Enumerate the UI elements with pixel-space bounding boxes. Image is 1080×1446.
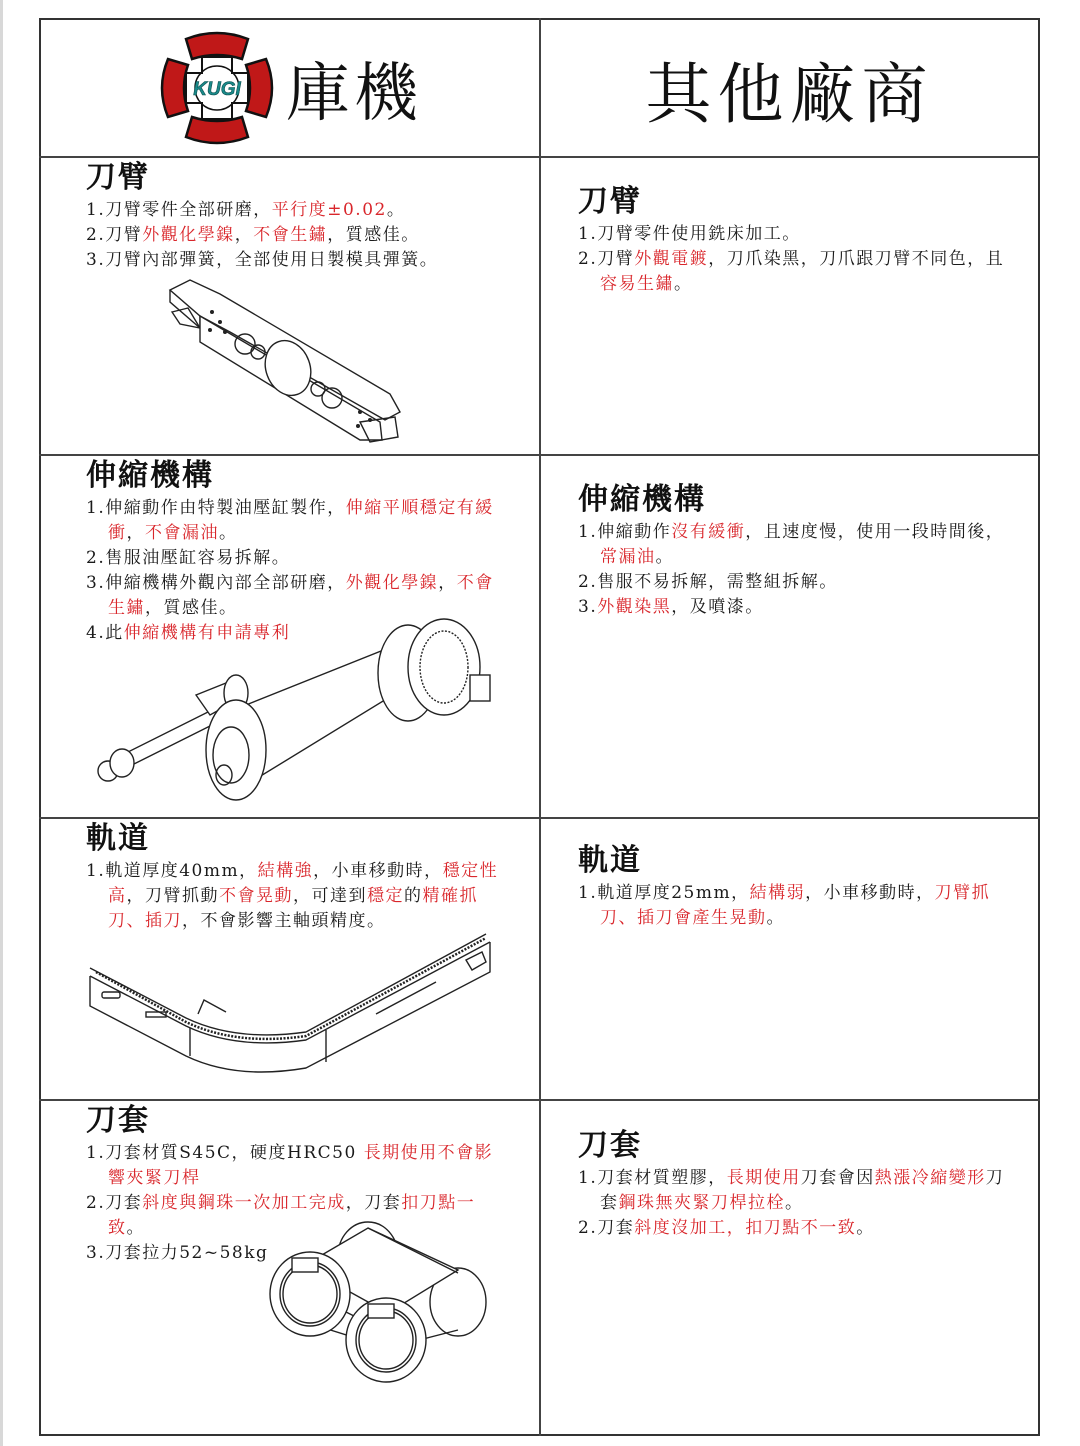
list-item [578,1216,1018,1241]
list-item [86,546,506,571]
header-other-vendors [541,20,1038,156]
item-number: 2. [86,225,106,245]
page-edge [0,0,3,1446]
section-title: 伸縮機構 [578,482,706,517]
section-right-tool-arm [578,184,1018,297]
item-text: 。 [785,1193,804,1213]
highlight-text: 長期使用不會影響夾緊刀桿 [108,1143,494,1188]
list-item [578,595,1018,620]
highlight-text: 扣刀點一致 [108,1193,476,1238]
row-divider [39,817,1040,819]
item-text: ，小車移動時， [805,883,935,903]
section-title: 軌道 [578,843,642,878]
highlight-text: 伸縮機構有申請專利 [123,623,291,643]
tool-pot-drawing [268,1218,488,1383]
row-divider [39,454,1040,456]
item-text: 。 [674,274,693,294]
item-text: ， [126,523,145,543]
highlight-text: 結構弱 [749,883,806,903]
rail-track-drawing [86,930,506,1075]
list-item [578,222,1018,247]
header-kugi [41,20,539,156]
item-number: 1. [86,498,106,518]
item-text: 。 [856,1218,875,1238]
list-item [578,1166,1018,1216]
section-left-rail [86,821,506,934]
item-text: ，及噴漆。 [671,597,764,617]
tool-arm-drawing [160,272,410,447]
item-number: 2. [578,1218,598,1238]
highlight-text: 結構強 [257,861,314,881]
highlight-text: 熱漲冷縮變形 [874,1168,986,1188]
section-title: 刀臂 [86,160,150,195]
item-text: 。 [655,547,674,567]
highlight-text: 不會生鏽 [108,573,494,618]
item-text: ，刀套 [345,1193,402,1213]
item-number: 2. [578,249,598,269]
item-text: 伸縮機構外觀內部全部研磨， [105,573,346,593]
list-item [86,1141,506,1191]
list-item [86,248,526,273]
item-text: 伸縮動作 [597,522,672,542]
item-text: 刀臂零件全部研磨， [105,200,272,220]
item-text: 。 [219,523,238,543]
item-text: 刀套材質塑膠， [597,1168,727,1188]
section-left-tool-arm [86,160,526,273]
item-number: 1. [578,1168,598,1188]
item-text: 刀套 [600,1168,1005,1213]
item-number: 2. [86,1193,106,1213]
item-text: 刀臂零件使用銑床加工。 [597,224,801,244]
feature-list [86,859,506,934]
list-item [86,571,506,621]
feature-list [578,222,1018,297]
item-number: 2. [578,572,598,592]
highlight-text: 外觀化學鎳 [142,225,235,245]
item-text: 軌道厚度40mm， [105,861,258,881]
item-number: 4. [86,623,106,643]
highlight-text: 伸縮平順穩定有緩衝 [108,498,494,543]
list-item [578,881,1018,931]
item-text: ，可達到 [293,886,367,906]
item-text: 刀套 [597,1218,635,1238]
item-text: 刀臂內部彈簧，全部使用日製模具彈簧。 [105,250,439,270]
highlight-text: 長期使用 [726,1168,801,1188]
item-text: 的 [404,886,423,906]
feature-list [86,198,526,273]
section-right-tool-pot [578,1128,1018,1241]
section-title: 刀套 [578,1128,642,1163]
section-right-telescopic [578,482,1018,620]
highlight-text: 外觀化學鎳 [345,573,439,593]
section-title: 伸縮機構 [86,458,214,493]
highlight-text: 穩定 [367,886,404,906]
item-text: 軌道厚度25mm， [597,883,750,903]
item-text: 。 [386,200,406,220]
highlight-text: 斜度與鋼珠一次加工完成 [142,1193,346,1213]
item-text: ，刀臂抓動 [126,886,219,906]
item-text: 此 [105,623,124,643]
feature-list [578,881,1018,931]
item-text: ， [438,573,457,593]
highlight-text: 外觀電鍍 [634,249,709,269]
item-text: 刀套會因 [800,1168,875,1188]
list-item [86,223,526,248]
competitor-title: 其他廠商 [645,55,934,133]
highlight-text: 鋼珠無夾緊刀桿拉栓 [618,1193,785,1213]
item-text: 。 [126,1218,145,1238]
item-text: ， [234,225,254,245]
item-text: 刀套 [105,1193,143,1213]
highlight-text: 常漏油 [600,547,656,567]
item-text: ，質感佳。 [145,598,238,618]
item-text: 。 [766,908,785,928]
telescopic-mechanism-drawing [86,615,506,815]
item-number: 1. [86,200,106,220]
highlight-text: 斜度沒加工，扣刀點不一致 [634,1218,857,1238]
item-text: ，不會影響主軸頭精度。 [182,911,386,931]
kugi-logo-icon [158,29,276,147]
list-item [578,570,1018,595]
item-number: 1. [578,522,598,542]
item-number: 1. [86,1143,106,1163]
highlight-text: 平行度±0.02 [271,200,387,220]
item-text: 刀套拉力52~58kg [105,1243,269,1263]
svg-text:KUGI: KUGI [193,79,241,100]
item-number: 1. [86,861,106,881]
highlight-text: 沒有緩衝 [671,522,746,542]
column-divider [539,18,541,1436]
item-text: 伸縮動作由特製油壓缸製作， [105,498,346,518]
list-item [86,496,506,546]
item-text: ，小車移動時， [313,861,443,881]
item-number: 3. [86,573,106,593]
list-item [578,520,1018,570]
item-text: 售服油壓缸容易拆解。 [105,548,291,568]
list-item [86,198,526,223]
item-text: 刀套材質S45C，硬度HRC50 [105,1143,364,1163]
row-divider [39,1099,1040,1101]
list-item [578,247,1018,297]
item-text: ，刀爪染黑，刀爪跟刀臂不同色，且 [708,249,1005,269]
item-number: 2. [86,548,106,568]
section-right-rail [578,843,1018,931]
highlight-text: 不會生鏽 [253,225,328,245]
feature-list [578,1166,1018,1241]
highlight-text: 不會晃動 [219,886,293,906]
brand-title: 庫機 [286,57,422,131]
highlight-text: 容易生鏽 [600,274,674,294]
section-title: 刀套 [86,1103,150,1138]
row-divider [39,156,1040,158]
item-number: 3. [86,1243,106,1263]
highlight-text: 刀臂抓刀、插刀會產生晃動 [600,883,991,928]
item-number: 3. [578,597,598,617]
item-number: 1. [578,224,598,244]
highlight-text: 外觀染黑 [597,597,672,617]
item-text: ，質感佳。 [327,225,420,245]
list-item [86,859,506,934]
feature-list [578,520,1018,620]
highlight-text: 穩定性高 [108,861,499,906]
section-title: 軌道 [86,821,150,856]
item-text: 售服不易拆解，需整組拆解。 [597,572,838,592]
item-text: ，且速度慢，使用一段時間後， [745,522,1005,542]
item-text: 刀臂 [105,225,143,245]
item-number: 3. [86,250,106,270]
item-text: 刀臂 [597,249,635,269]
highlight-text: 不會漏油 [145,523,219,543]
item-number: 1. [578,883,598,903]
section-title: 刀臂 [578,184,642,219]
highlight-text: 精確抓刀、插刀 [108,886,478,931]
